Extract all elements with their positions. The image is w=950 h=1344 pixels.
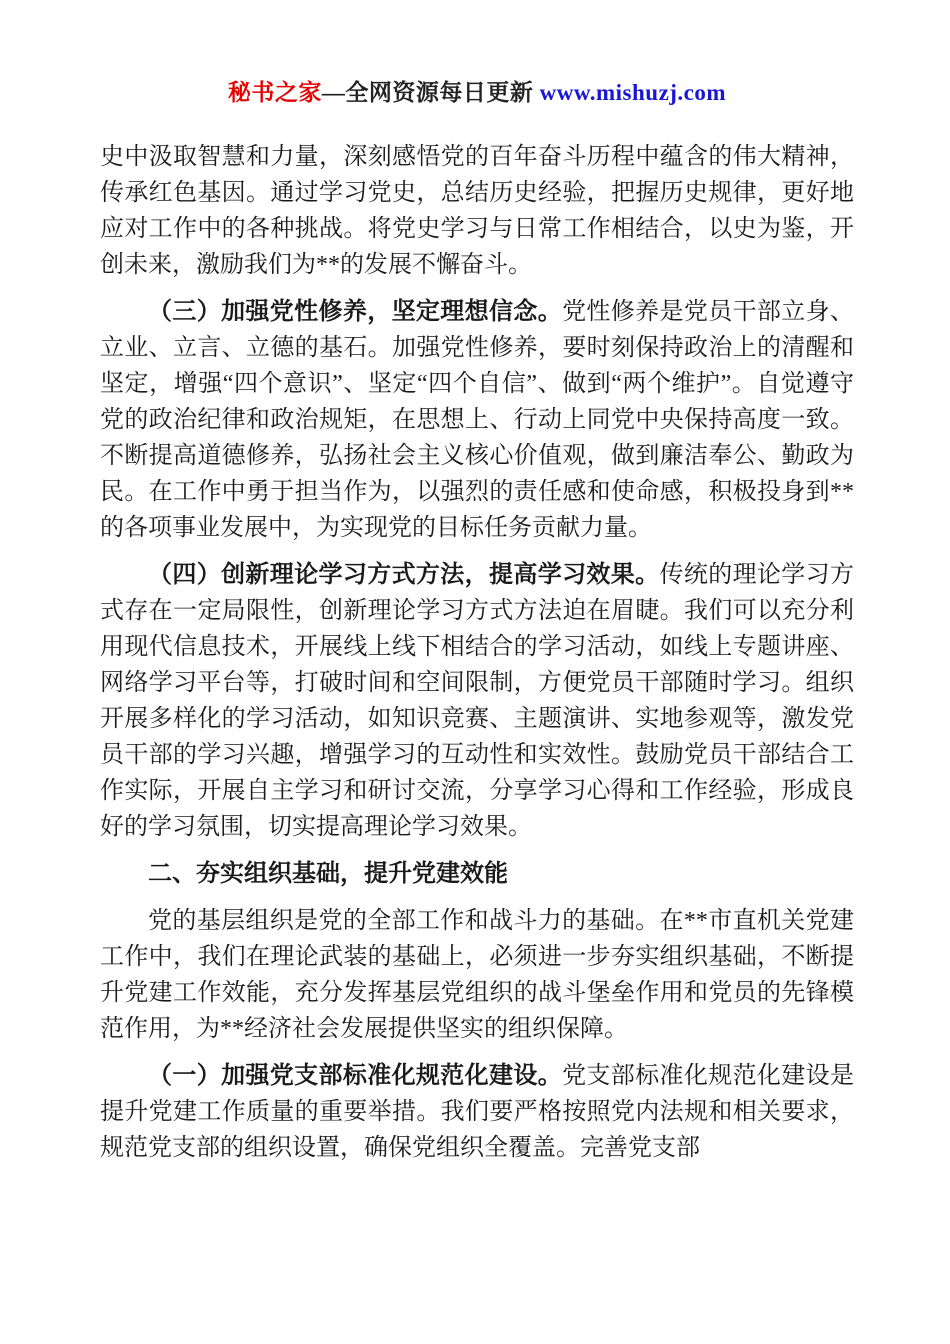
header-brand: 秘书之家 bbox=[227, 80, 322, 105]
document-paragraph bbox=[100, 557, 854, 845]
paragraph-text: 史中汲取智慧和力量，深刻感悟党的百年奋斗历程中蕴含的伟大精神，传承红色基因。通过学习党史，总结历史经验，把握历史规律，更好地应对工作中的各种挑战。将党史学习与日常工作相结合，以史为鉴，开创未来，激励我们为**的发展不懈奋斗。 bbox=[100, 144, 854, 278]
document-paragraph bbox=[100, 1058, 854, 1166]
document-body bbox=[100, 139, 854, 1166]
document-header bbox=[100, 74, 854, 107]
section-heading bbox=[100, 856, 854, 892]
document-paragraph bbox=[100, 139, 854, 283]
paragraph-text: 传统的理论学习方式存在一定局限性，创新理论学习方式方法迫在眉睫。我们可以充分利用现代信息技术，开展线上线下相结合的学习活动，如线上专题讲座、网络学习平台等，打破时间和空间限制，方便党员干部随时学习。组织开展多样化的学习活动，如知识竞赛、主题演讲、实地参观等，激发党员干部的学习兴趣，增强学习的互动性和实效性。鼓励党员干部结合工作实际，开展自主学习和研讨交流，分享学习心得和工作经验，形成良好的学习氛围，切实提高理论学习效果。 bbox=[100, 562, 854, 840]
paragraph-lead-bold: （三）加强党性修养，坚定理想信念。 bbox=[148, 299, 563, 325]
header-url-link[interactable]: www.mishuzj.com bbox=[539, 80, 727, 105]
document-paragraph bbox=[100, 903, 854, 1047]
paragraph-lead-bold: （四）创新理论学习方式方法，提高学习效果。 bbox=[148, 562, 660, 588]
header-tagline: —全网资源每日更新 bbox=[321, 80, 540, 105]
paragraph-text: 党性修养是党员干部立身、立业、立言、立德的基石。加强党性修养，要时刻保持政治上的清醒和坚定，增强“四个意识”、坚定“四个自信”、做到“两个维护”。自觉遵守党的政治纪律和政治规矩，在思想上、行动上同党中央保持高度一致。不断提高道德修养，弘扬社会主义核心价值观，做到廉洁奉公、勤政为民。在工作中勇于担当作为，以强烈的责任感和使命感，积极投身到**的各项事业发展中，为实现党的目标任务贡献力量。 bbox=[100, 299, 855, 541]
document-paragraph bbox=[100, 294, 854, 546]
paragraph-lead-bold: 二、夯实组织基础，提升党建效能 bbox=[148, 861, 508, 887]
paragraph-lead-bold: （一）加强党支部标准化规范化建设。 bbox=[148, 1063, 563, 1089]
paragraph-text: 党支部标准化规范化建设是提升党建工作质量的重要举措。我们要严格按照党内法规和相关要求，规范党支部的组织设置，确保党组织全覆盖。完善党支部 bbox=[100, 1063, 855, 1161]
paragraph-text: 党的基层组织是党的全部工作和战斗力的基础。在**市直机关党建工作中，我们在理论武装的基础上，必须进一步夯实组织基础，不断提升党建工作效能，充分发挥基层党组织的战斗堡垒作用和党员的先锋模范作用，为**经济社会发展提供坚实的组织保障。 bbox=[100, 908, 854, 1042]
